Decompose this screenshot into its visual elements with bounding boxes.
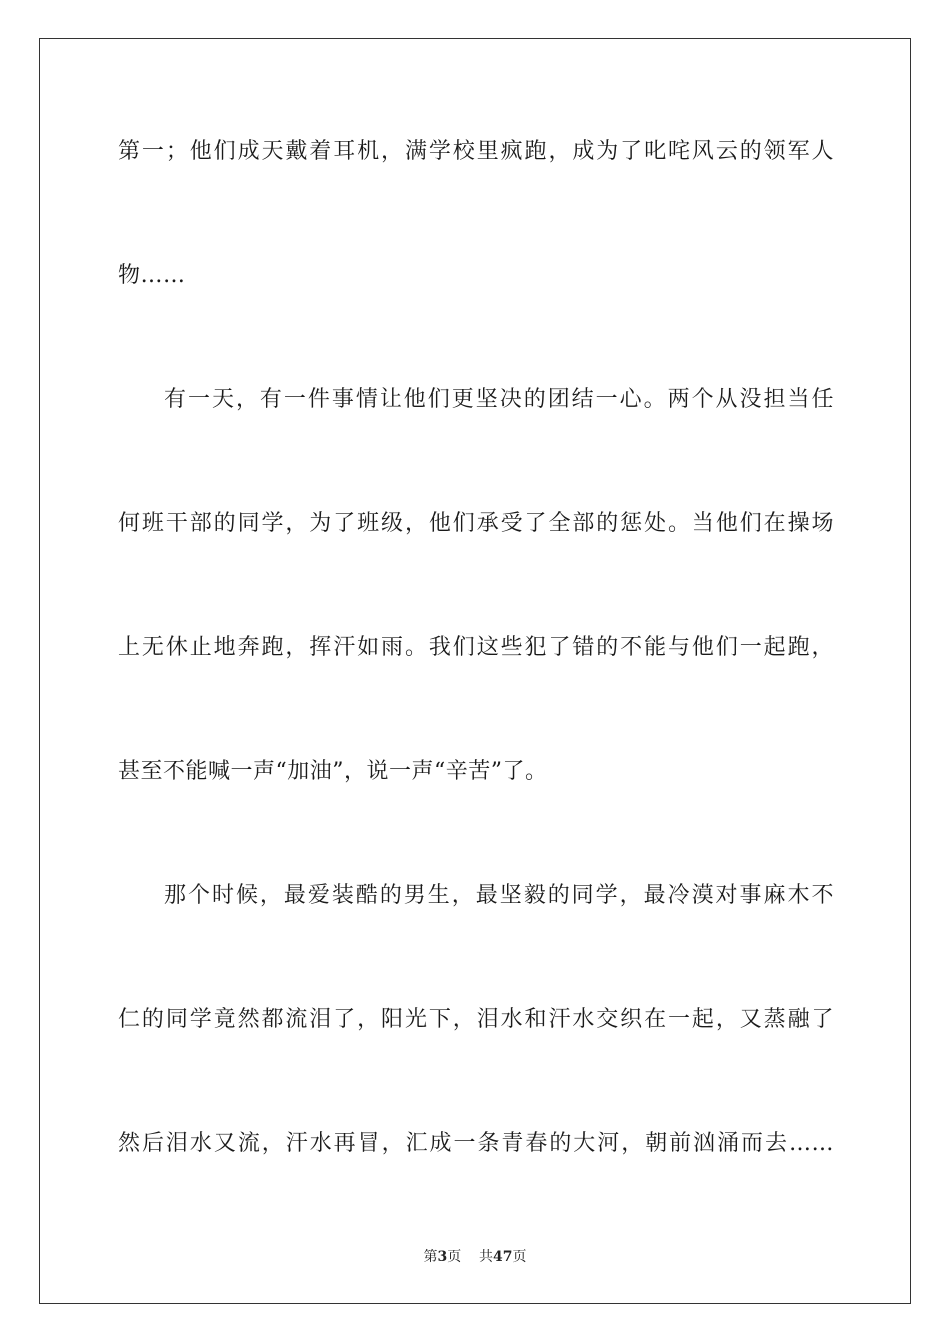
page-footer [0, 1247, 950, 1267]
total-pages: 47 [493, 1249, 513, 1265]
text-line-6: 甚至不能喊一声“加油”，说一声“辛苦”了。 [118, 759, 548, 784]
text-line-3: 有一天，有一件事情让他们更坚决的团结一心。两个从没担当任 [164, 387, 834, 412]
total-prefix: 共 [479, 1249, 494, 1265]
page-number: 3 [437, 1249, 448, 1265]
total-suffix: 页 [512, 1249, 527, 1265]
page-border [39, 38, 911, 1304]
text-line-5: 上无休止地奔跑，挥汗如雨。我们这些犯了错的不能与他们一起跑， [118, 635, 834, 660]
text-line-1: 第一；他们成天戴着耳机，满学校里疯跑，成为了叱咤风云的领军人 [118, 139, 834, 164]
text-line-8: 仁的同学竟然都流泪了，阳光下，泪水和汗水交织在一起，又蒸融了 [118, 1007, 834, 1032]
text-line-7: 那个时候，最爱装酷的男生，最坚毅的同学，最冷漠对事麻木不 [164, 883, 834, 908]
text-line-2: 物…… [118, 263, 186, 288]
text-line-9: 然后泪水又流，汗水再冒，汇成一条青春的大河，朝前汹涌而去…… [118, 1131, 834, 1156]
text-line-4: 何班干部的同学，为了班级，他们承受了全部的惩处。当他们在操场 [118, 511, 834, 536]
page-suffix: 页 [447, 1249, 462, 1265]
page-prefix: 第 [423, 1249, 438, 1265]
